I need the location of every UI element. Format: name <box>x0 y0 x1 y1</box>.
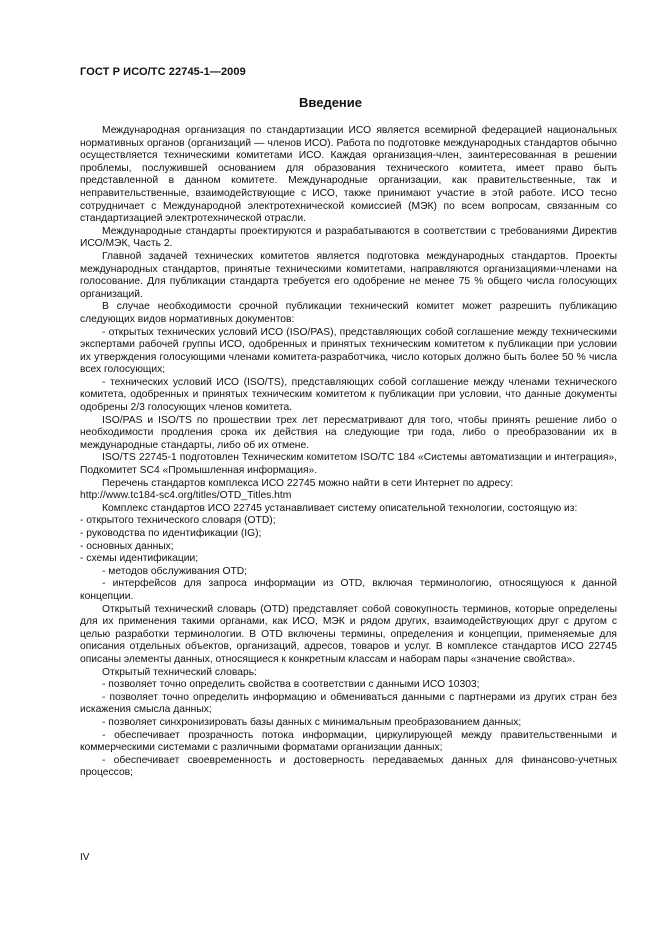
paragraph: Международная организация по стандартизации ИСО является всемирной федерацией национальных нормативных органов (организаций — членов ИСО). Работа по подготовке международных стандартов обычно осуществляется техническими комитетами ИСО. Каждая организация-член, заинтересованная в решении проблемы, послужившей основанием для образования технического комитета, имеет право быть представленной в данном комитете. Международные организации, как правительственные, так и неправительственные, взаимодействующие с ИСО, также принимают участие в этой работе. ИСО тесно сотрудничает с Международной электротехнической комиссией (МЭК) по всем вопросам, связанным со стандартизацией электротехнической отрасли. <box>80 125 617 225</box>
page-number: IV <box>80 852 90 863</box>
section-title: Введение <box>299 95 362 110</box>
list-item: - позволяет точно определить свойства в соответствии с данными ИСО 10303; <box>102 679 480 691</box>
list-item: - обеспечивает своевременность и достоверность передаваемых данных для финансово-учетных процессов; <box>80 754 617 779</box>
paragraph: Открытый технический словарь: <box>102 666 257 678</box>
paragraph: В случае необходимости срочной публикации технический комитет может разрешить публикацию следующих видов нормативных документов: <box>80 301 617 325</box>
document-header-id: ГОСТ Р ИСО/ТС 22745-1—2009 <box>80 66 246 78</box>
list-item: - технических условий ИСО (ISO/TS), представляющих собой соглашение между членами технического комитета, одобренных и принятых техническим комитетом к публикации при условии, что данные документы одобрены 2/3 голосующих членов комитета. <box>80 376 617 414</box>
list-item: - основных данных; <box>80 540 174 552</box>
body-text <box>80 125 617 780</box>
list-item: - руководства по идентификации (IG); <box>80 528 262 539</box>
paragraph: Перечень стандартов комплекса ИСО 22745 можно найти в сети Интернет по адресу: <box>102 477 514 489</box>
list-item: - интерфейсов для запроса информации из OTD, включая терминологию, относящуюся к данной концепции. <box>80 578 617 602</box>
paragraph: Международные стандарты проектируются и разрабатываются в соответствии с требованиями Директив ИСО/МЭК, Часть 2. <box>80 225 617 250</box>
paragraph: Комплекс стандартов ИСО 22745 устанавливает систему описательной технологии, состоящую из: <box>102 502 578 514</box>
paragraph: ISO/TS 22745-1 подготовлен Техническим комитетом ISO/TC 184 «Системы автоматизации и интеграция», Подкомитет SC4 «Промышленная информация». <box>80 452 617 477</box>
list-item: - схемы идентификации; <box>80 553 199 565</box>
paragraph: ISO/PAS и ISO/TS по прошествии трех лет пересматривают для того, чтобы принять решение либо о необходимости продления срока их действия на следующие три года, либо о преобразовании их в международные стандарты, либо об их отмене. <box>80 414 617 451</box>
list-item: - позволяет точно определить информацию и обмениваться данными с партнерами из других стран без искажения смысла данных; <box>80 691 617 716</box>
url-text: http://www.tc184-sc4.org/titles/OTD_Titles.htm <box>80 490 292 502</box>
list-item: - методов обслуживания OTD; <box>102 565 248 577</box>
list-item: - позволяет синхронизировать базы данных с минимальным преобразованием данных; <box>102 716 522 728</box>
list-item: - обеспечивает прозрачность потока информации, циркулирующей между правительственными и коммерческими системами с различными форматами организации данных; <box>80 729 617 754</box>
list-item: - открытых технических условий ИСО (ISO/PAS), представляющих собой соглашение между техническими экспертами рабочей группы ИСО, одобренных и принятых техническим комитетом к публикации при условии их утверждения голосующими членами комитета-разработчика, число которых должно быть более 50 % числа всех голосующих; <box>80 326 617 376</box>
list-item: - открытого технического словаря (OTD); <box>80 515 276 527</box>
paragraph: Главной задачей технических комитетов является подготовка международных стандартов. Проекты международных стандартов, принятые техническими комитетами, направляются организациями-членами на голосование. Для публикации стандарта требуется его одобрение не менее 75 % общего числа голосующих организаций. <box>80 250 617 300</box>
paragraph: Открытый технический словарь (OTD) представляет собой совокупность терминов, которые определены для их применения такими органами, как ИСО, МЭК и рядом других, взаимодействующих друг с другом с целью разработки терминологии. В OTD включены термины, определения и концепции, применяемые для описания отдельных объектов, организаций, адресов, товаров и услуг. В комплексе стандартов ИСО 22745 описаны элементы данных, относящиеся к конкретным классам и наборам пары «значение свойства». <box>80 603 617 665</box>
